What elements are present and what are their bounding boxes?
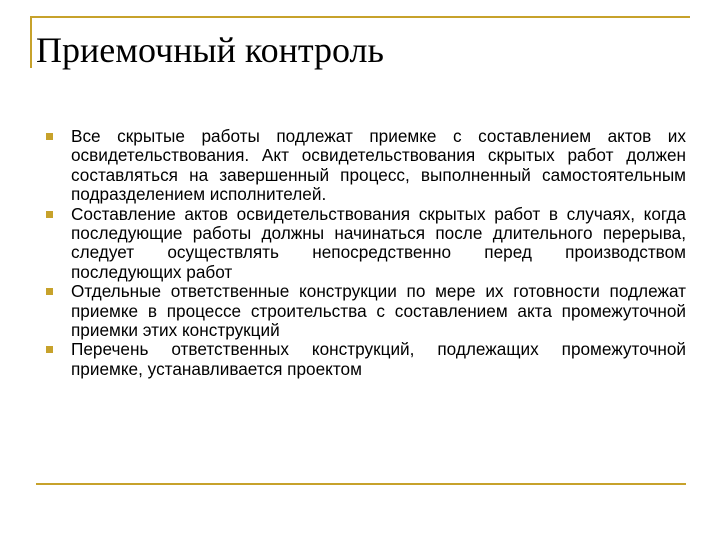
bullet-item — [46, 127, 686, 205]
bullet-text: Все скрытые работы подлежат приемке с составлением актов их освидетельствования. Акт освидетельствования скрытых работ должен составляться на завершенный процесс, выполненный самостоятельным подразделением исполнителей. — [71, 126, 686, 205]
bullet-item — [46, 340, 686, 379]
slide-title: Приемочный контроль — [36, 30, 384, 70]
square-bullet-icon — [46, 211, 53, 218]
square-bullet-icon — [46, 133, 53, 140]
bullet-text: Составление актов освидетельствования скрытых работ в случаях, когда последующие работы должны начинаться после длительного перерыва, следует осуществлять непосредственно перед производством последующих работ — [71, 203, 686, 282]
bullet-text: Отдельные ответственные конструкции по мере их готовности подлежат приемке в процессе строительства с составлением акта промежуточной приемки этих конструкций — [71, 281, 686, 341]
square-bullet-icon — [46, 288, 53, 295]
bullet-item — [46, 205, 686, 283]
bullet-list — [46, 127, 686, 379]
bullet-item — [46, 282, 686, 340]
title-frame-left-line — [30, 16, 32, 68]
title-frame-top-line — [30, 16, 690, 18]
bullet-text: Перечень ответственных конструкций, подлежащих промежуточной приемке, устанавливается проектом — [71, 339, 686, 379]
footer-divider-line — [36, 483, 686, 485]
square-bullet-icon — [46, 346, 53, 353]
